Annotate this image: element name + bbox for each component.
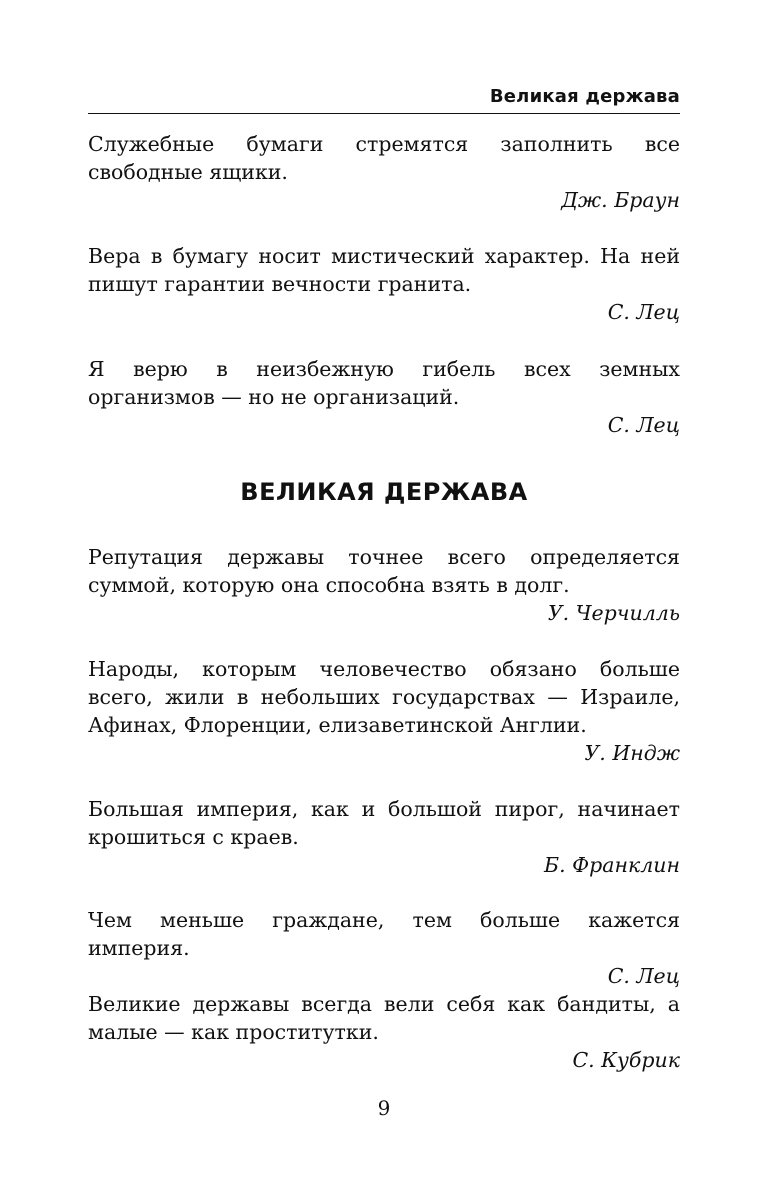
quote-text: Чем меньше граждане, тем больше кажется империя. <box>88 908 680 960</box>
quote-block <box>88 355 680 439</box>
quote-author: С. Лец <box>607 413 680 437</box>
quote-block <box>88 655 680 767</box>
quote-block <box>88 906 680 990</box>
quote-author: С. Лец <box>607 300 680 324</box>
quote-author: С. Лец <box>607 964 680 988</box>
quote-block <box>88 990 680 1074</box>
quote-block <box>88 242 680 326</box>
page-number: 9 <box>377 1096 391 1120</box>
header-rule <box>88 113 680 114</box>
quote-text: Великие державы всегда вели себя как бандиты, а малые — как проститутки. <box>88 992 680 1044</box>
quote-author: С. Кубрик <box>572 1048 680 1072</box>
quote-text: Я верю в неизбежную гибель всех земных организмов — но не организаций. <box>88 357 680 409</box>
running-head: Великая держава <box>489 86 680 107</box>
quote-author: Б. Франклин <box>544 853 680 877</box>
quote-author: У. Черчилль <box>547 601 680 625</box>
quote-text: Репутация державы точнее всего определяется суммой, которую она способна взять в долг. <box>88 545 680 597</box>
quote-block <box>88 130 680 214</box>
quote-author: У. Индж <box>584 741 680 765</box>
quote-block <box>88 543 680 627</box>
quote-text: Большая империя, как и большой пирог, начинает крошиться с краев. <box>88 797 680 849</box>
quote-text: Вера в бумагу носит мистический характер. На ней пишут гарантии вечности гранита. <box>88 244 680 296</box>
quote-text: Служебные бумаги стремятся заполнить все свободные ящики. <box>88 132 680 184</box>
quote-block <box>88 795 680 879</box>
quote-text: Народы, которым человечество обязано больше всего, жили в небольших государствах — Израиле, Афинах, Флоренции, елизаветинской Англии. <box>88 657 680 737</box>
section-title: ВЕЛИКАЯ ДЕРЖАВА <box>240 478 528 506</box>
quote-author: Дж. Браун <box>561 188 680 212</box>
